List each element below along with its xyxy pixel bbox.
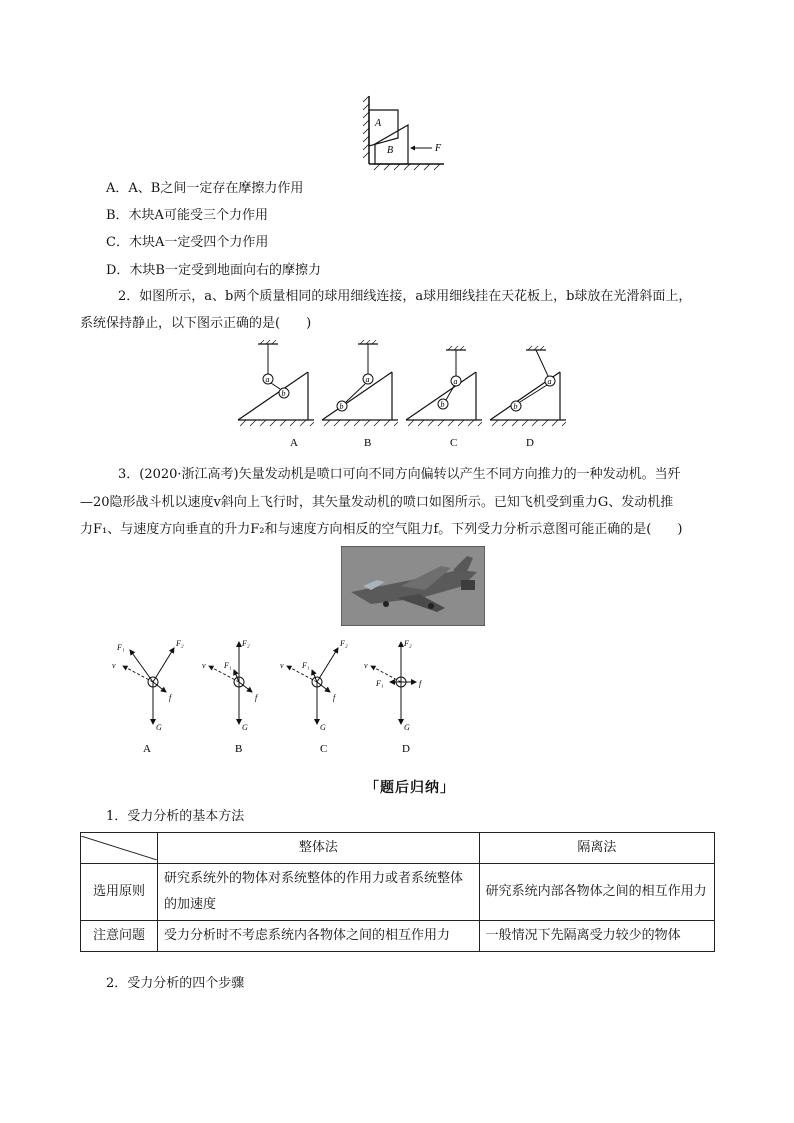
row-label: 注意问题 (81, 921, 158, 952)
row-isolate: 研究系统内部各物体之间的相互作用力 (479, 864, 714, 921)
label-b: B (387, 145, 394, 156)
svg-text:G: G (156, 723, 162, 732)
summary-item-2: 2．受力分析的四个步骤 (106, 976, 245, 991)
svg-text:F₁: F₁ (302, 661, 310, 670)
svg-text:v: v (112, 661, 116, 670)
svg-text:F₂: F₂ (404, 639, 412, 648)
q1-option-d: D．木块B一定受到地面向右的摩擦力 (106, 263, 321, 278)
label-f: F (435, 143, 442, 154)
svg-text:b: b (440, 400, 445, 409)
q2-stem-line2: 系统保持静止，以下图示正确的是( ) (80, 316, 312, 331)
svg-text:F₁: F₁ (224, 661, 232, 670)
q2-option-a-diagram (238, 340, 314, 426)
q3-stem-line1: 3．(2020·浙江高考)矢量发动机是喷口可向不同方向偏转以产生不同方向推力的一种发动机。当歼 (118, 467, 681, 482)
q3-option-c-diagram (280, 639, 348, 732)
svg-text:a: a (265, 375, 270, 384)
q1-option-a: A．A、B之间一定存在摩擦力作用 (106, 181, 304, 196)
block-a (369, 110, 398, 146)
svg-text:F₂: F₂ (242, 639, 250, 648)
q2-option-b-diagram (322, 340, 398, 426)
row-whole: 研究系统外的物体对系统整体的作用力或者系统整体的加速度 (158, 864, 480, 921)
svg-text:f: f (255, 693, 258, 702)
row-isolate: 一般情况下先隔离受力较少的物体 (479, 921, 714, 952)
q3-stem-line3: 力F₁、与速度方向垂直的升力F₂和与速度方向相反的空气阻力f。下列受力分析示意图可能正确的是( ) (80, 522, 683, 537)
svg-text:G: G (404, 723, 410, 732)
svg-text:b: b (513, 402, 518, 411)
svg-text:a: a (365, 375, 370, 384)
svg-text:F₁: F₁ (376, 679, 384, 688)
svg-text:G: G (242, 723, 248, 732)
svg-text:v: v (202, 661, 206, 670)
summary-title: 「题后归纳」 (365, 780, 455, 796)
q3-label-c: C (320, 743, 328, 755)
svg-text:b: b (339, 402, 344, 411)
table-row (81, 864, 715, 921)
header-whole: 整体法 (158, 833, 480, 864)
q3-option-a-diagram (112, 639, 184, 732)
svg-text:F₂: F₂ (340, 639, 348, 648)
svg-text:a: a (453, 377, 458, 386)
svg-text:v: v (364, 661, 368, 670)
q3-option-d-diagram (364, 639, 423, 732)
q2-options-figure (232, 340, 582, 450)
fighter-jet-photo (341, 546, 485, 626)
methods-table (80, 832, 715, 952)
q3-options-figure (108, 632, 448, 758)
q3-label-b: B (235, 743, 243, 755)
q2-label-c: C (450, 437, 458, 449)
q3-label-d: D (402, 743, 410, 755)
row-whole: 受力分析时不考虑系统内各物体之间的相互作用力 (158, 921, 480, 952)
q2-option-c-diagram (406, 346, 482, 426)
svg-text:a: a (547, 377, 552, 386)
summary-item-1: 1．受力分析的基本方法 (106, 809, 245, 824)
svg-text:f: f (333, 693, 336, 702)
q2-label-b: B (364, 437, 372, 449)
row-label: 选用原则 (81, 864, 158, 921)
q2-stem-line1: 2．如图所示，a、b两个质量相同的球用细线连接，a球用细线挂在天花板上，b球放在光滑斜面上， (118, 289, 692, 304)
svg-text:F₂: F₂ (176, 639, 184, 648)
svg-text:b: b (281, 389, 286, 398)
q1-option-b: B．木块A可能受三个力作用 (106, 208, 268, 223)
table-corner-cell (81, 833, 158, 864)
q1-option-c: C．木块A一定受四个力作用 (106, 235, 269, 250)
svg-text:f: f (169, 693, 172, 702)
label-a: A (375, 118, 382, 129)
block-wall-figure (360, 92, 450, 172)
q3-stem-line2: —20隐形战斗机以速度v斜向上飞行时，其矢量发动机的喷口如图所示。已知飞机受到重力G、发动机推 (80, 495, 674, 510)
table-header-row (81, 833, 715, 864)
table-row (81, 921, 715, 952)
header-isolate: 隔离法 (479, 833, 714, 864)
q3-option-b-diagram (202, 639, 259, 732)
svg-text:v: v (280, 661, 284, 670)
q2-option-d-diagram (490, 346, 566, 426)
q2-label-d: D (526, 437, 534, 449)
svg-text:f: f (419, 679, 422, 688)
q2-label-a: A (290, 437, 298, 449)
q3-label-a: A (143, 743, 151, 755)
svg-text:G: G (320, 723, 326, 732)
svg-text:F₁: F₁ (117, 643, 125, 652)
